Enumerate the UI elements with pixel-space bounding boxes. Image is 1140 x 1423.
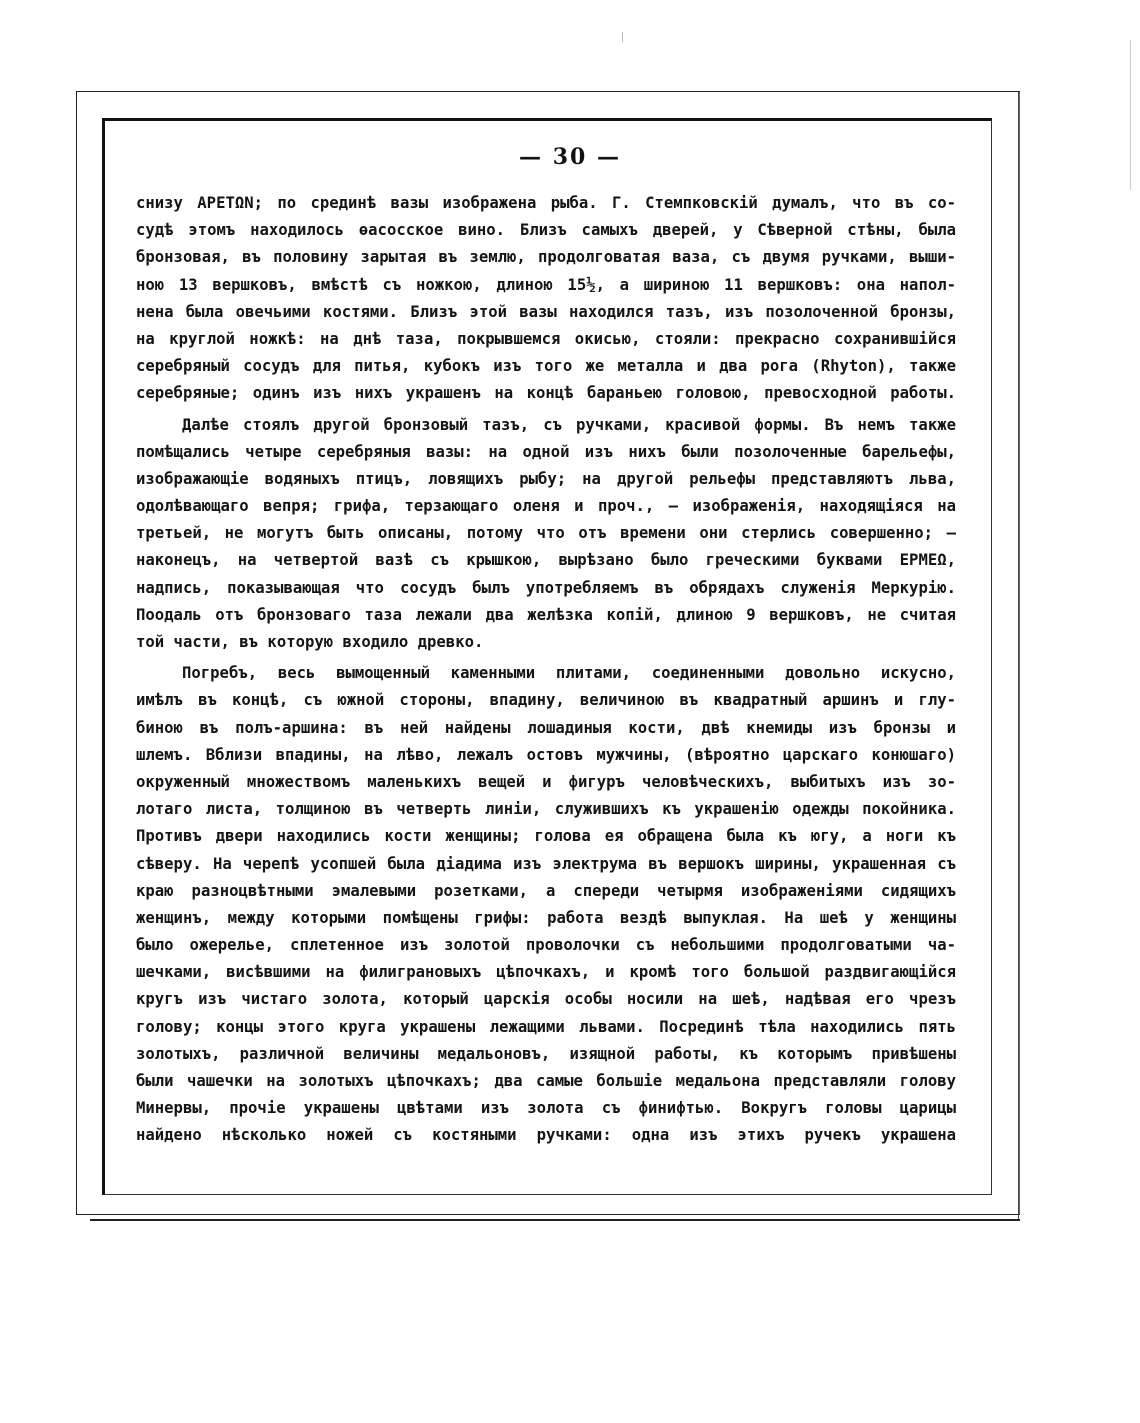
text-line: Погребъ, весь вымощенный каменными плитами, соединенными довольно искусно, xyxy=(182,664,956,683)
text-line: сѣверу. На черепѣ усопшей была діадима изъ электрума въ вершокъ ширины, украшенная съ xyxy=(136,854,956,873)
text-line: окруженный множествомъ маленькихъ вещей и фигуръ человѣческихъ, выбитыхъ изъ зо- xyxy=(136,772,956,791)
text-line: Минервы, прочіе украшены цвѣтами изъ золота съ финифтью. Вокругъ головы царицы xyxy=(136,1099,956,1118)
text-line: шечками, висѣвшими на филиграновыхъ цѣпочкахъ, и кромѣ того большой раздвигающійся xyxy=(136,963,956,982)
text-line: было ожерелье, сплетенное изъ золотой проволочки съ небольшими продолговатыми ча- xyxy=(136,936,956,955)
text-line: наконецъ, на четвертой вазѣ съ крышкою, вырѣзано было греческими буквами ΕΡΜΕΩ, xyxy=(136,551,956,570)
text-line: судѣ этомъ находилось ѳасосское вино. Близъ самыхъ дверей, у Сѣверной стѣны, была xyxy=(136,221,956,240)
text-line: найдено нѣсколько ножей съ костяными ручками: одна изъ этихъ ручекъ украшена xyxy=(136,1126,956,1145)
frame-shadow-line xyxy=(1018,91,1019,1221)
text-line: надпись, показывающая что сосудъ былъ употребляемъ въ обрядахъ служенія Меркурію. xyxy=(136,578,956,597)
text-line: Противъ двери находились кости женщины; голова ея обращена была къ югу, а ноги къ xyxy=(136,827,956,846)
text-line: нена была овечьими костями. Близъ этой вазы находился тазъ, изъ позолоченной бронзы, xyxy=(136,302,956,321)
text-line: были чашечки на золотыхъ цѣпочкахъ; два самые большіе медальона представляли голову xyxy=(136,1072,956,1090)
frame-bottom-rule xyxy=(90,1219,1020,1221)
text-line: третьей, не могутъ быть описаны, потому что отъ времени они стерлись совершенно; — xyxy=(136,524,956,543)
text-line: женщинъ, между которыми помѣщены грифы: работа вездѣ выпуклая. На шеѣ у женщины xyxy=(136,908,956,927)
text-line: ною 13 вершковъ, вмѣстѣ съ ножкою, длиною 15½, а шириною 11 вершковъ: она напол- xyxy=(136,275,956,294)
text-line: серебряные; одинъ изъ нихъ украшенъ на концѣ бараньею головою, превосходной работы. xyxy=(136,384,956,403)
text-line: золотыхъ, различной величины медальоновъ, изящной работы, къ которымъ привѣшены xyxy=(136,1044,956,1063)
text-line: шлемъ. Вблизи впадины, на лѣво, лежалъ остовъ мужчины, (вѣроятно царскаго конюшаго) xyxy=(136,745,956,764)
text-line: краю разноцвѣтными эмалевыми розетками, а спереди четырмя изображеніями сидящихъ xyxy=(136,881,956,900)
paragraph xyxy=(136,190,956,408)
paragraph xyxy=(136,412,956,657)
text-line: изображающіе водяныхъ птицъ, ловящихъ рыбу; на другой рельефы представляютъ льва, xyxy=(136,469,956,488)
text-line: биною въ полъ-аршина: въ ней найдены лошадиныя кости, двѣ кнемиды изъ бронзы и xyxy=(136,718,956,737)
text-line: снизу АРЕТΩΝ; по срединѣ вазы изображена рыба. Г. Стемпковскій думалъ, что въ со- xyxy=(136,194,956,212)
text-line: одолѣвающаго вепря; грифа, терзающаго оленя и проч., — изображенія, находящіяся на xyxy=(136,497,956,516)
body-text xyxy=(136,190,956,1150)
text-line: бронзовая, въ половину зарытая въ землю, продолговатая ваза, съ двумя ручками, выши- xyxy=(136,248,956,267)
text-line: имѣлъ въ концѣ, съ южной стороны, впадину, величиною въ квадратный аршинъ и глу- xyxy=(136,691,956,710)
text-line: Поодаль отъ бронзоваго таза лежали два желѣзка копій, длиною 9 вершковъ, не считая xyxy=(136,605,956,624)
text-line: кругъ изъ чистаго золота, который царскія особы носили на шеѣ, надѣвая его чрезъ xyxy=(136,990,956,1009)
text-line: помѣщались четыре серебряныя вазы: на одной изъ нихъ были позолоченные барельефы, xyxy=(136,442,956,461)
page-number: — 30 — xyxy=(519,144,621,170)
text-line: на круглой ножкѣ: на днѣ таза, покрывшемся окисью, стояли: прекрасно сохранившійся xyxy=(136,329,956,348)
text-line: голову; концы этого круга украшены лежащими львами. Посрединѣ тѣла находились пять xyxy=(136,1017,956,1036)
text-line: лотаго листа, толщиною въ четверть линіи, служившихъ къ украшенію одежды покойника. xyxy=(136,800,956,819)
text-line: Далѣе стоялъ другой бронзовый тазъ, съ ручками, красивой формы. Въ немъ также xyxy=(182,415,956,434)
text-line: серебряный сосудъ для питья, кубокъ изъ того же металла и два рога (Rhyton), также xyxy=(136,357,956,376)
paragraph xyxy=(136,660,956,1149)
text-line: той части, въ которую входило древко. xyxy=(136,633,484,651)
crop-mark xyxy=(622,32,623,42)
